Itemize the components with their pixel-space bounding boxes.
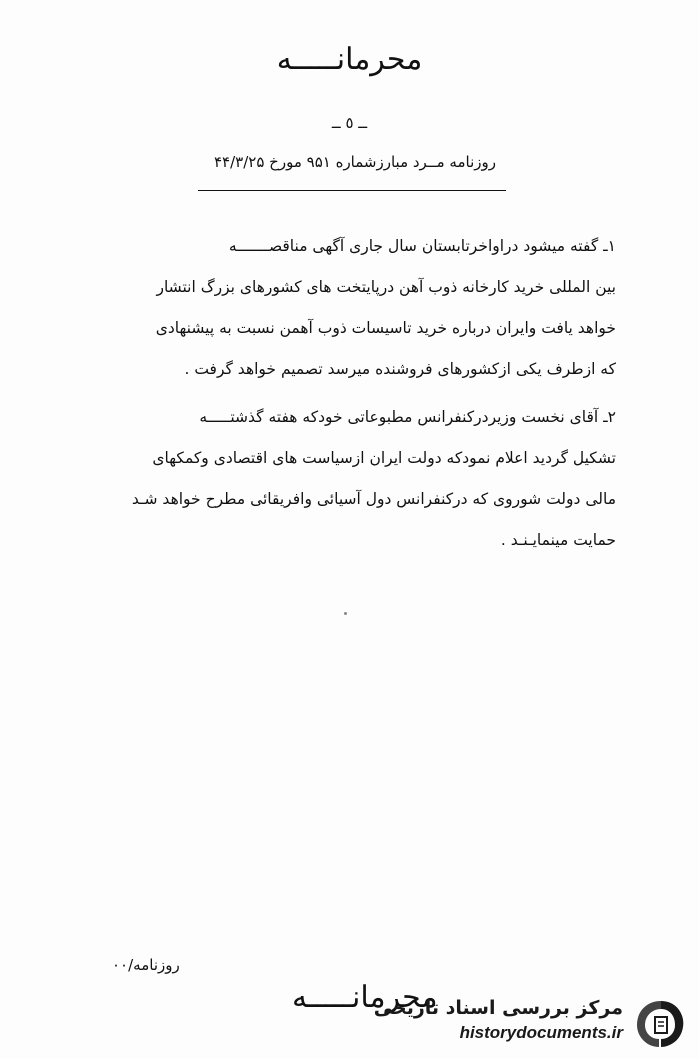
archive-watermark [249,997,689,1051]
section-number-mark: ــ ٥ ــ [331,114,368,132]
reference-underline [198,190,506,191]
paragraph-line: که ازطرف یکی ازکشورهای فروشنده میرسد تصمیم خواهد گرفت . [184,360,616,378]
paragraph-line: حمایت مینمایـنـد . [500,531,616,549]
paragraph-line: خواهد یافت وایران درباره خرید تاسیسات ذوب آهمن نسبت به پیشنهادی [155,319,616,337]
watermark-website: historydocuments.ir [459,1023,623,1042]
paragraph-1 [88,226,616,390]
paragraph-2 [88,397,616,561]
paragraph-line: ۲ـ آقای نخست وزیردرکنفرانس مطبوعاتی خودکه هفته گذشتـــــه [199,408,616,426]
footer-newspaper-reference: روزنامه/۰۰ [112,956,180,974]
stray-dot-mark [344,612,347,615]
paragraph-line: ۱ـ گفته میشود دراواخرتابستان سال جاری آگهی مناقصـــــــه [228,237,616,255]
paragraph-line: بین المللی خرید کارخانه ذوب آهن درپایتخت های کشورهای بزرگ انتشار [156,278,616,296]
footer-confidential-title: محرمانـــــه [292,980,438,1015]
watermark-archive-name: مرکز بررسی اسناد تاریخی [373,997,623,1019]
newspaper-reference-line: روزنامه مــرد مبارزشماره ۹۵۱ مورخ ۴۴/۳/۲۵ [214,153,496,171]
header-confidential-title: محرمانـــــه [276,42,423,77]
paragraph-line: تشکیل گردید اعلام نمودکه دولت ایران ازسیاست های اقتصادی وکمکهای [152,449,616,467]
paragraph-line: مالی دولت شوروی که درکنفرانس دول آسیائی وافریقائی مطرح خواهد شـد [131,490,616,508]
archive-logo-icon [633,997,689,1051]
